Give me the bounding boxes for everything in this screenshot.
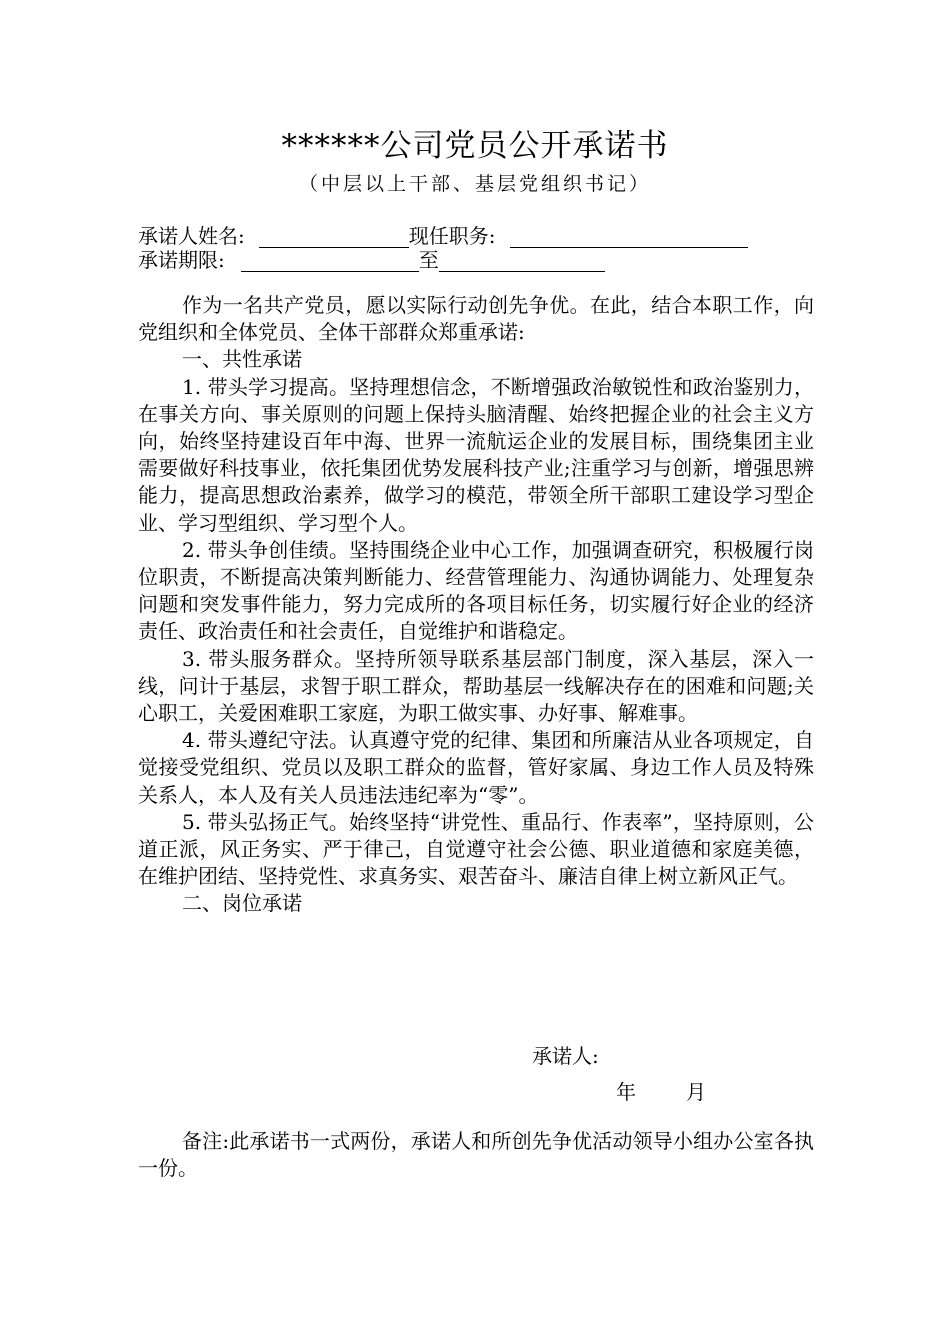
period-end-blank[interactable]	[439, 249, 605, 272]
date-year: 年	[616, 1080, 636, 1104]
commitment-item-2: 2. 带头争创佳绩。坚持围绕企业中心工作，加强调查研究，积极履行岗位职责，不断提高决策判断能力、经营管理能力、沟通协调能力、处理复杂问题和突发事件能力，努力完成所的各项目标任务，切实履行好企业的经济责任、政治责任和社会责任，自觉维护和谐稳定。	[138, 537, 814, 644]
period-to-label: 至	[418, 248, 439, 272]
document-subtitle: （中层以上干部、基层党组织书记）	[298, 173, 651, 195]
name-blank[interactable]	[259, 225, 409, 248]
name-label: 承诺人姓名:	[138, 224, 245, 248]
date-line	[616, 1078, 706, 1106]
position-label: 现任职务:	[408, 224, 496, 248]
section-heading-common: 一、共性承诺	[182, 347, 302, 372]
commitment-item-1: 1. 带头学习提高。坚持理想信念，不断增强政治敏锐性和政治鉴别力，在事关方向、事关原则的问题上保持头脑清醒、始终把握企业的社会主义方向，始终坚持建设百年中海、世界一流航运企业的发展目标，围绕集团主业需要做好科技事业，依托集团优势发展科技产业;注重学习与创新，增强思辨能力，提高思想政治素养，做学习的模范，带领全所干部职工建设学习型企业、学习型组织、学习型个人。	[138, 374, 814, 535]
section-heading-position: 二、岗位承诺	[182, 891, 302, 916]
date-month: 月	[686, 1080, 706, 1104]
note-block	[138, 1128, 814, 1182]
period-start-blank[interactable]	[241, 249, 419, 272]
position-blank[interactable]	[510, 225, 748, 248]
commitment-body	[138, 292, 814, 918]
commitment-item-5: 5. 带头弘扬正气。始终坚持“讲党性、重品行、作表率”，坚持原则，公道正派，风正务实、严于律己，自觉遵守社会公德、职业道德和家庭美德，在维护团结、坚持党性、求真务实、艰苦奋斗、廉洁自律上树立新风正气。	[138, 809, 814, 889]
signature-label: 承诺人:	[532, 1044, 599, 1068]
intro-paragraph: 作为一名共产党员，愿以实际行动创先争优。在此，结合本职工作，向党组织和全体党员、全体干部群众郑重承诺:	[138, 293, 814, 345]
commitment-item-4: 4. 带头遵纪守法。认真遵守党的纪律、集团和所廉洁从业各项规定，自觉接受党组织、党员以及职工群众的监督，管好家属、身边工作人员及特殊关系人，本人及有关人员违法违纪率为“零”。	[138, 728, 814, 807]
period-row	[138, 246, 605, 274]
document-title: ******公司党员公开承诺书	[281, 128, 669, 164]
commitment-item-3: 3. 带头服务群众。坚持所领导联系基层部门制度，深入基层，深入一线，问计于基层，求智于职工群众，帮助基层一线解决存在的困难和问题;关心职工，关爱困难职工家庭，为职工做实事、办好事、解难事。	[138, 646, 814, 726]
note-text: 备注:此承诺书一式两份，承诺人和所创先争优活动领导小组办公室各执一份。	[138, 1129, 814, 1180]
period-label: 承诺期限:	[138, 248, 225, 272]
